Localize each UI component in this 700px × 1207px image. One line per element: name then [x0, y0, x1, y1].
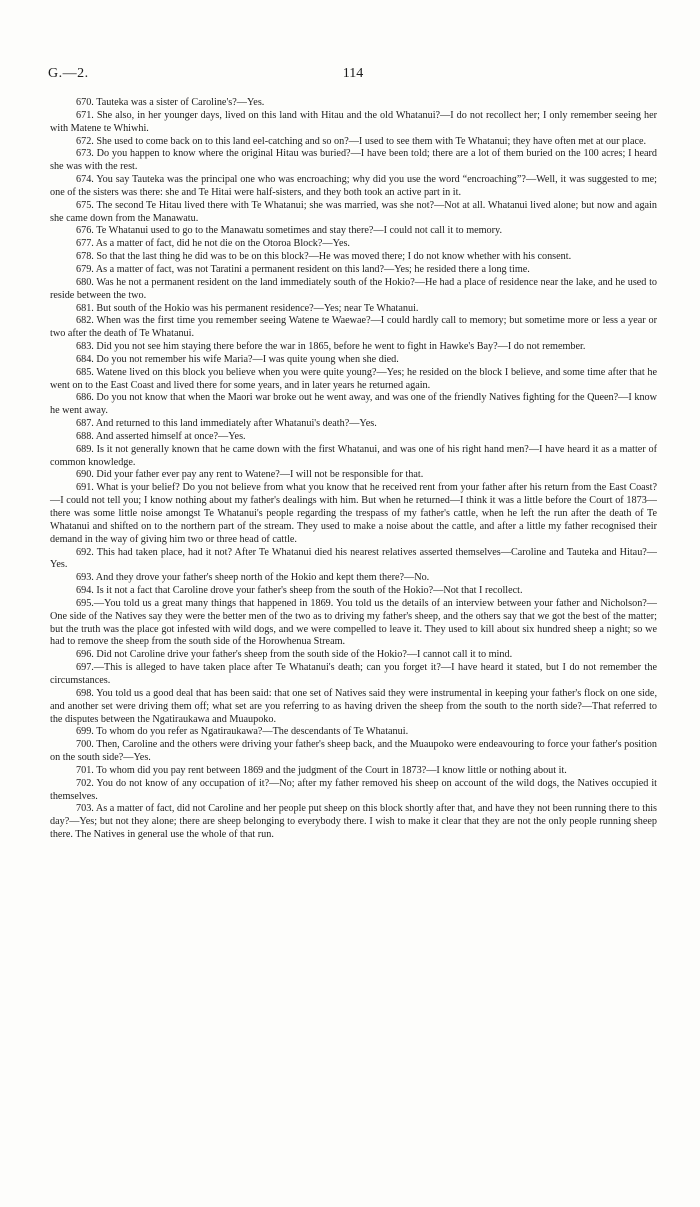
paragraph: 687. And returned to this land immediately after Whatanui's death?—Yes. [76, 418, 377, 430]
paragraph: 679. As a matter of fact, was not Taratini a permanent resident on this land?—Yes; he resided there a long time. [76, 263, 530, 275]
paragraph: 702. You do not know of any occupation of it?—No; after my father removed his sheep on account of the wild dogs, the Natives occupied it themselves. [50, 777, 657, 802]
paragraph: 698. You told us a good deal that has been said: that one set of Natives said they were instrumental in keeping your father's flock on one side, and another set were driving them off; what set are you referring to as having driven the sheep from the south to the north side?—That referred to the disputes between the Ngatiraukawa and Muaupoko. [50, 687, 657, 725]
paragraph: 694. Is it not a fact that Caroline drove your father's sheep from the south of the Hokio?—Not that I recollect. [76, 585, 523, 597]
paragraph: 677. As a matter of fact, did he not die on the Otoroa Block?—Yes. [76, 238, 350, 250]
paragraph: 683. Did you not see him staying there before the war in 1865, before he went to fight in Hawke's Bay?—I do not remember. [76, 341, 586, 353]
paragraph: 691. What is your belief? Do you not believe from what you know that he received rent from your father after his return from the East Coast?—I could not tell you; I know nothing about my father's dealings with him. But when he returned—I think it was a little before the Court of 1873—there was some little noise amongst Te Whatanui's people regarding the trespass of my father's cattle, when he left the run after the death of Te Whatanui and shifted on to the northern part of the stream. They used to make a noise about the cattle, and after a little my father recognised their demand in the way of giving him two or three head of cattle. [50, 482, 657, 545]
paragraph: 692. This had taken place, had it not? After Te Whatanui died his nearest relatives asserted themselves—Caroline and Tauteka and Hitau?—Yes. [50, 546, 657, 571]
paragraph: 699. To whom do you refer as Ngatiraukawa?—The descendants of Te Whatanui. [76, 726, 409, 738]
paragraph: 697.—This is alleged to have taken place after Te Whatanui's death; can you forget it?—I have heard it stated, but I do not remember the circumstances. [50, 662, 657, 686]
page-body [50, 97, 657, 842]
paragraph: 685. Watene lived on this block you believe when you were quite young?—Yes; he resided on the block I believe, and some time after that he went on to the East Coast and lived there for some years, and in later years he returned again. [50, 366, 657, 391]
paragraph: 690. Did your father ever pay any rent to Watene?—I will not be responsible for that. [76, 469, 424, 481]
paragraph: 686. Do you not know that when the Maori war broke out he went away, and was one of the friendly Natives fighting for the Queen?—I know he went away. [50, 392, 657, 417]
page-header [48, 66, 658, 84]
paragraph: 688. And asserted himself at once?—Yes. [76, 430, 246, 442]
paragraph: 703. As a matter of fact, did not Caroline and her people put sheep on this block shortly after that, and have they not been running there to this day?—Yes; but not they alone; there are sheep belonging to everybody there. I wish to make it clear that they are not the only people running sheep there. The Natives in general use the whole of that run. [50, 803, 657, 841]
paragraph: 672. She used to come back on to this land eel-catching and so on?—I used to see them with Te Whatanui; they have often met at our place. [76, 135, 647, 147]
paragraph: 684. Do you not remember his wife Maria?—I was quite young when she died. [76, 353, 399, 365]
document-reference: G.—2. [48, 66, 89, 81]
paragraph: 671. She also, in her younger days, lived on this land with Hitau and the old Whatanui?—I do not recollect her; I only remember seeing her with Matene te Whiwhi. [50, 109, 657, 134]
paragraph: 700. Then, Caroline and the others were driving your father's sheep back, and the Muaupoko were endeavouring to force your father's position on the south side?—Yes. [50, 739, 657, 764]
page-number: 114 [342, 66, 364, 81]
paragraph: 670. Tauteka was a sister of Caroline's?—Yes. [76, 97, 265, 108]
paragraph: 695.—You told us a great many things that happened in 1869. You told us the details of an interview between your father and Nicholson?—One side of the Natives say they were the better men of the two as to driving my father's sheep, and the others say that we got the best of the matter; but the truth was the place got infested with wild dogs, and we were compelled to leave it. They used to kill about six hundred sheep a night; so we had to remove the sheep from the south side of the Horowhenua Stream. [50, 597, 657, 648]
paragraph: 673. Do you happen to know where the original Hitau was buried?—I have been told; there are a lot of them buried on the 100 acres; I heard she was with the rest. [50, 148, 657, 173]
paragraph: 676. Te Whatanui used to go to the Manawatu sometimes and stay there?—I could not call it to memory. [76, 225, 503, 237]
paragraph: 682. When was the first time you remember seeing Watene te Waewae?—I could hardly call to memory; but sometime more or less a year or two after the death of Te Whatanui. [50, 315, 657, 340]
paragraph: 681. But south of the Hokio was his permanent residence?—Yes; near Te Whatanui. [76, 302, 419, 314]
paragraph: 675. The second Te Hitau lived there with Te Whatanui; she was married, was she not?—Not at all. Whatanui lived alone; but now and again she came down from the Manawatu. [50, 199, 657, 224]
paragraph: 678. So that the last thing he did was to be on this block?—He was moved there; I do not know whether with his consent. [76, 251, 572, 263]
paragraph: 701. To whom did you pay rent between 1869 and the judgment of the Court in 1873?—I know little or nothing about it. [76, 764, 567, 776]
paragraph: 680. Was he not a permanent resident on the land immediately south of the Hokio?—He had a place of residence near the lake, and he used to reside between the two. [50, 276, 657, 301]
paragraph: 693. And they drove your father's sheep north of the Hokio and kept them there?—No. [76, 572, 430, 584]
paragraph: 696. Did not Caroline drive your father's sheep from the south side of the Hokio?—I cannot call it to mind. [76, 649, 513, 661]
paragraph: 689. Is it not generally known that he came down with the first Whatanui, and was one of his right hand men?—I have heard it as a matter of common knowledge. [50, 443, 657, 468]
paragraph: 674. You say Tauteka was the principal one who was encroaching; why did you use the word “encroaching”?—Well, it was suggested to me; one of the sisters was there: she and Te Hitai were half-sisters, and they both took an active part in it. [50, 174, 657, 198]
